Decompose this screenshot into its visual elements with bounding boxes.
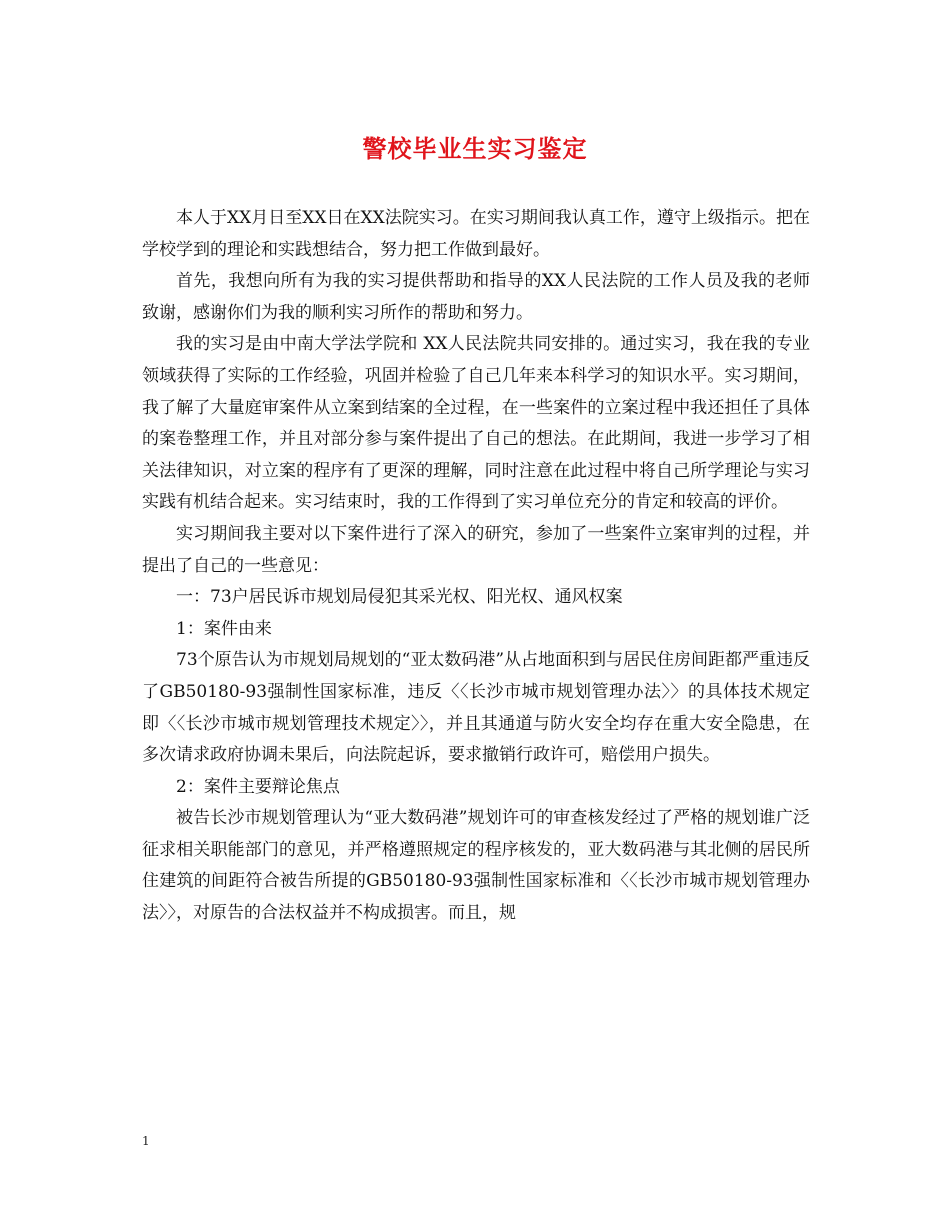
paragraph: 实习期间我主要对以下案件进行了深入的研究，参加了一些案件立案审判的过程，并提出了自己的一些意见： (142, 523, 810, 576)
section-heading: 1：案件由来 (176, 618, 272, 639)
paragraph: 首先，我想向所有为我的实习提供帮助和指导的XX人民法院的工作人员及我的老师致谢，感谢你们为我的顺利实习所作的帮助和努力。 (142, 271, 810, 323)
case-heading: 一：73户居民诉市规划局侵犯其采光权、阳光权、通风权案 (176, 587, 623, 608)
paragraph: 被告长沙市规划管理认为“亚大数码港”规划许可的审查核发经过了严格的规划谁广泛征求相关职能部门的意见，并严格遵照规定的程序核发的，亚大数码港与其北侧的居民所住建筑的间距符合被告所提的GB50180-93强制性国家标准和〈〈长沙市城市规划管理办法〉〉，对原告的合法权益并不构成损害。而且，规 (142, 808, 810, 924)
document-title: 警校毕业生实习鉴定 (362, 134, 588, 163)
paragraph: 我的实习是由中南大学法学院和 XX人民法院共同安排的。通过实习，我在我的专业领域获得了实际的工作经验，巩固并检验了自己几年来本科学习的知识水平。实习期间，我了解了大量庭审案件从立案到结案的全过程，在一些案件的立案过程中我还担任了具体的案卷整理工作，并且对部分参与案件提出了自己的想法。在此期间，我进一步学习了相关法律知识，对立案的程序有了更深的理解，同时注意在此过程中将自己所学理论与实习实践有机结合起来。实习结束时，我的工作得到了实习单位充分的肯定和较高的评价。 (142, 334, 810, 513)
document-body (142, 203, 810, 930)
page-number: 1 (142, 1134, 150, 1148)
section-heading: 2：案件主要辩论焦点 (176, 776, 340, 797)
paragraph: 本人于XX月日至XX日在XX法院实习。在实习期间我认真工作，遵守上级指示。把在学校学到的理论和实践想结合，努力把工作做到最好。 (142, 208, 810, 260)
paragraph: 73个原告认为市规划局规划的“亚太数码港”从占地面积到与居民住房间距都严重违反了GB50180-93强制性国家标准，违反〈〈长沙市城市规划管理办法〉〉的具体技术规定即〈〈长沙市城市规划管理技术规定〉〉，并且其通道与防火安全均存在重大安全隐患，在多次请求政府协调未果后，向法院起诉，要求撤销行政许可，赔偿用户损失。 (142, 650, 811, 766)
